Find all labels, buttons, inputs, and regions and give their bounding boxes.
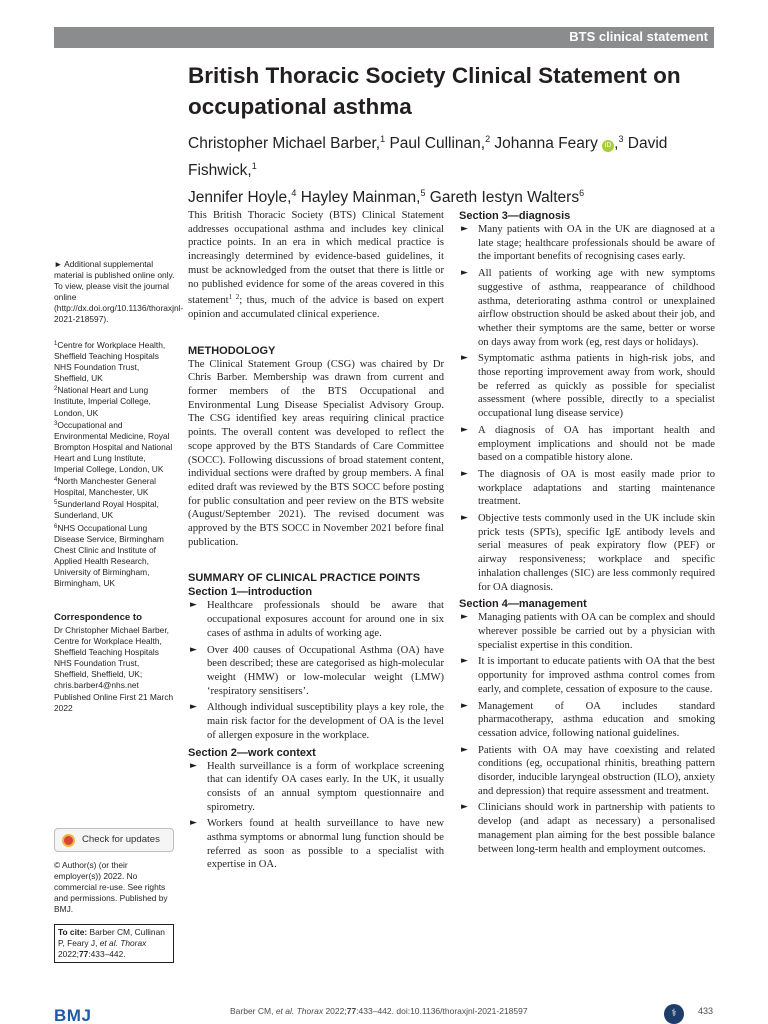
list-item: ► It is important to educate patients with OA that the best opportunity for improved asthma control comes from early, and complete, cessation of exposure to the cause. — [461, 656, 715, 695]
list-item: ► Symptomatic asthma patients in high-risk jobs, and those reporting improvement away from work, should be referred as quickly as possible for specialist assessment (where possible, directly to a specialist occupational lung disease service) — [461, 353, 715, 420]
list-item: ► Over 400 causes of Occupational Asthma (OA) have been described; these are categorised as high-molecular weight (HMW) or low-molecular weight (LMW) ‘respiratory sensitisers’. — [190, 644, 444, 697]
affiliation-item: $^5$Sunderland Royal Hospital, Sunderland, UK — [54, 499, 159, 521]
correspondence-heading: Correspondence to — [54, 612, 142, 623]
methodology-paragraph: The Clinical Statement Group (CSG) was chaired by Dr Chris Barber. Membership was drawn from current and former members of the BTS Occupational and Environmental Lung Disease Specialist Advisory Group. The CSG identified key areas requiring clinical practice points. The overall content was developed to reflect the scope approved by the BTS Standards of Care Committee (SOCC). Following discussions of broad statement content, individual sections were drafted by group members. A final edited draft was reviewed by the BTS SOCC before posting for public consultation and peer review on the BTS website (August/September 2021). The revised document was approved by the BTS SOCC in November 2021 before final publication. — [188, 358, 444, 548]
check-updates-button[interactable]: Check for updates — [54, 828, 174, 852]
list-item: ► A diagnosis of OA has important health and employment implications and should not be made based on a compatible history alone. — [461, 424, 715, 464]
list-item: ► Although individual susceptibility plays a key role, the main risk factor for the development of OA is the level of allergen exposure in the workplace. — [190, 702, 444, 741]
section-4-title: Section 4—management — [459, 598, 587, 611]
intro-paragraph: This British Thoracic Society (BTS) Clinical Statement addresses occupational asthma and includes key clinical practice points. In an era in which medical practice is increasingly determined by evidence-based guidelines, it must be acknowledged from the outset that there is little or no published evidence for some of the areas covered in this statement$^{1 2}$; thus, much of the advice is based on expert opinion and accumulated clinical experience. — [188, 210, 444, 320]
main-column-right — [459, 209, 715, 859]
cite-box: To cite: Barber CM, Cullinan P, Feary J, et al. Thorax 2022;77:433–442. — [54, 924, 174, 963]
footer-citation: Barber CM, et al. Thorax 2022;77:433–442. doi:10.1136/thoraxjnl-2021-218597 — [230, 1006, 528, 1016]
list-item: ► All patients of working age with new symptoms suggestive of asthma, reappearance of childhood asthma, deteriorating asthma control or unexplained airflow obstruction should be asked about their job, and whether their symptoms are the same, better or worse on days away from work (eg, rest days or holidays). — [461, 268, 715, 348]
section-1-title: Section 1—introduction — [188, 586, 313, 599]
citation-link[interactable]: 1 2 — [228, 293, 240, 302]
list-item: ► Clinicians should work in partnership with patients to develop (and adapt as necessary) a personalised management plan aiming for the best possible balance between long-term health and employment outcomes. — [461, 802, 715, 855]
affiliation-item: $^3$Occupational and Environmental Medicine, Royal Brompton Hospital and National Heart and Lung Institute, Imperial College, London, UK — [54, 419, 173, 475]
bmj-logo[interactable]: BMJ — [54, 1006, 92, 1024]
bts-emblem-icon: ⚕ — [664, 1004, 684, 1024]
header-label: BTS clinical statement — [569, 29, 708, 44]
crossmark-icon — [62, 834, 75, 847]
list-item: ► The diagnosis of OA is most easily made prior to workplace adaptations and starting maintenance treatment. — [461, 468, 715, 508]
author-line-1: Christopher Michael Barber,$^1$ Paul Cullinan,$^2$ Johanna Feary iD ,$^3$ David Fishwick,$^1$ — [188, 134, 668, 179]
article-title: British Thoracic Society Clinical Statement on occupational asthma — [188, 63, 681, 119]
list-item: ► Workers found at health surveillance to have new asthma symptoms or abnormal lung function should be referred as soon as possible to a specialist with expertise in OA. — [190, 818, 444, 871]
section-4-points — [459, 611, 715, 856]
list-item: ► Patients with OA may have coexisting and related conditions (eg, occupational rhinitis, breathing pattern disorder, inducible laryngeal obstruction (ILO), anxiety and depression) that require assessment and treatment. — [461, 744, 715, 797]
list-item: ► Managing patients with OA can be complex and should wherever possible be carried out by a physician with specialist expertise in this condition. — [461, 612, 715, 651]
section-3-title: Section 3—diagnosis — [459, 210, 571, 222]
author-line-2: Jennifer Hoyle,$^4$ Hayley Mainman,$^5$ Gareth Iestyn Walters$^6$ — [188, 188, 585, 206]
section-3-points — [459, 223, 715, 594]
list-item: ► Objective tests commonly used in the UK include skin prick tests (SPTs), specific IgE antibody levels and serial measures of peak expiratory flow (PEF) or airway responsiveness; workplace and specific inhalation challenges (SIC) are less commonly required for OA diagnosis. — [461, 513, 715, 593]
list-item: ► Health surveillance is a form of workplace screening that can identify OA cases early. In the UK, it usually consists of an annual symptom questionnaire and spirometry. — [190, 760, 444, 813]
list-item: ► Management of OA includes standard pharmacotherapy, asthma education and smoking cessation advice, following national guidelines. — [461, 700, 715, 739]
affiliation-item: $^6$NHS Occupational Lung Disease Service, Birmingham Chest Clinic and Institute of Applied Health Research, University of Birmingham, Birmingham, UK — [54, 522, 164, 588]
methodology-heading: METHODOLOGY — [188, 344, 276, 357]
affiliation-item: $^1$Centre for Workplace Health, Sheffield Teaching Hospitals NHS Foundation Trust, Sheffield, UK — [54, 340, 166, 384]
correspondence-text: Dr Christopher Michael Barber, Centre for Workplace Health, Sheffield Teaching Hospitals NHS Foundation Trust, Sheffield, Sheffield, UK; chris.barber4@nhs.net — [54, 625, 169, 691]
page-number: 433 — [698, 1006, 714, 1016]
affiliation-item: $^4$North Manchester General Hospital, Manchester, UK — [54, 476, 157, 498]
section-1-points — [188, 599, 444, 742]
supplemental-note: ► Additional supplemental material is published online only. To view, please visit the journal online (http://dx.doi.org/10.1136/thoraxjnl-2021-218597). — [54, 259, 184, 325]
published-date: Published Online First 21 March 2022 — [54, 691, 174, 713]
affiliation-item: $^2$National Heart and Lung Institute, Imperial College, London, UK — [54, 385, 151, 418]
main-column-left — [188, 209, 444, 875]
list-item: ► Healthcare professionals should be aware that occupational exposures account for around one in six cases of asthma in adults of working age. — [190, 600, 444, 639]
affiliations — [54, 339, 176, 589]
summary-heading: SUMMARY OF CLINICAL PRACTICE POINTS — [188, 572, 421, 585]
section-2-title: Section 2—work context — [188, 746, 316, 759]
copyright-note: © Author(s) (or their employer(s)) 2022. No commercial re-use. See rights and permissions. Published by BMJ. — [54, 860, 168, 915]
correspondence — [54, 612, 176, 714]
list-item: ► Many patients with OA in the UK are diagnosed at a late stage; healthcare professionals should be aware of the important benefits of recognising cases early. — [461, 224, 715, 263]
header-bar — [54, 27, 714, 48]
author-list — [188, 128, 718, 209]
section-2-points — [188, 760, 444, 873]
orcid-icon[interactable]: iD — [602, 140, 614, 152]
